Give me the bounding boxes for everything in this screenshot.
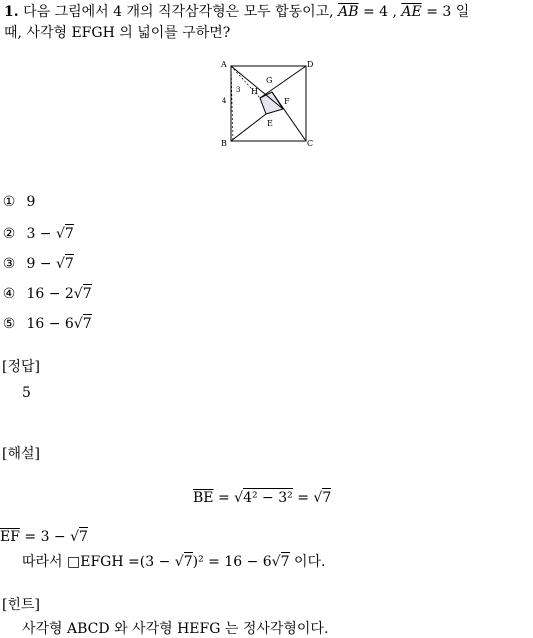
question-line-1	[4, 3, 469, 21]
choice-radicand: 7	[82, 286, 92, 302]
be-eq: = √	[217, 490, 244, 506]
conclusion-radicand: 7	[183, 554, 193, 570]
choice-3[interactable]	[0, 255, 74, 273]
eq-ae: = 3 일	[426, 4, 470, 20]
choice-text: 16 − 6√	[26, 316, 83, 332]
label-c: C	[307, 139, 314, 148]
hint-text: 사각형 ABCD 와 사각형 HEFG 는 정사각형이다.	[22, 621, 329, 637]
label-e: E	[267, 119, 273, 128]
choice-marker: ④	[2, 286, 16, 302]
choice-text: 16 − 2√	[26, 286, 83, 302]
conclusion	[22, 553, 325, 571]
square-diagram	[216, 58, 320, 148]
ef-radicand: 7	[79, 529, 88, 545]
ef-eq: = 3 − √	[24, 529, 80, 545]
be-tail: = √	[297, 490, 323, 506]
answer-value: 5	[22, 385, 31, 401]
label-three: 3	[236, 86, 241, 94]
be-equation	[193, 489, 331, 507]
choice-2[interactable]	[0, 225, 74, 243]
conclusion-mid: )² = 16 − 6√	[192, 554, 281, 570]
geometry-figure	[216, 58, 320, 148]
conclusion-pre: 따라서 □EFGH =(3 − √	[22, 554, 184, 570]
explanation-header: [해설]	[2, 446, 40, 462]
choice-text: 9 − √	[26, 256, 65, 272]
segment-ef: $\overline{EF}$	[0, 529, 20, 545]
conclusion-radicand-2: 7	[280, 554, 290, 570]
question-line-2: 때, 사각형 EFGH 의 넓이를 구하면?	[4, 25, 231, 41]
choice-5[interactable]	[0, 315, 92, 333]
choice-4[interactable]	[0, 285, 92, 303]
choice-1[interactable]	[0, 193, 35, 211]
label-four: 4	[222, 97, 227, 105]
segment-ab: $\overline{AB}$	[338, 4, 359, 20]
be-tail-radicand: 7	[322, 490, 332, 506]
choice-radicand: 7	[64, 256, 74, 272]
segment-ae: $\overline{AE}$	[401, 4, 422, 20]
eq-ab: = 4 ,	[362, 4, 397, 20]
choice-text: 9	[26, 194, 36, 210]
be-radicand: 4² − 3²	[243, 490, 293, 506]
choice-marker: ①	[2, 194, 16, 210]
label-b: B	[221, 139, 227, 148]
choice-radicand: 7	[64, 226, 74, 242]
choice-text: 3 − √	[26, 226, 65, 242]
hint-header: [힌트]	[2, 597, 40, 613]
label-d: D	[307, 60, 314, 69]
segment-be: $\overline{BE}$	[193, 490, 214, 506]
conclusion-post: 이다.	[293, 554, 326, 570]
answer-header: [정답]	[2, 359, 40, 375]
label-g: G	[266, 76, 273, 85]
choice-marker: ⑤	[2, 316, 16, 332]
label-h: H	[251, 87, 258, 96]
question-number: 1.	[4, 4, 19, 20]
label-f: F	[284, 97, 290, 106]
label-a: A	[221, 60, 227, 69]
question-text-part1: 다음 그림에서 4 개의 직각삼각형은 모두 합동이고,	[23, 4, 334, 20]
ef-equation	[0, 528, 88, 546]
line-b-to-e	[231, 114, 266, 141]
choice-marker: ②	[2, 226, 16, 242]
choice-marker: ③	[2, 256, 16, 272]
choice-radicand: 7	[82, 316, 92, 332]
